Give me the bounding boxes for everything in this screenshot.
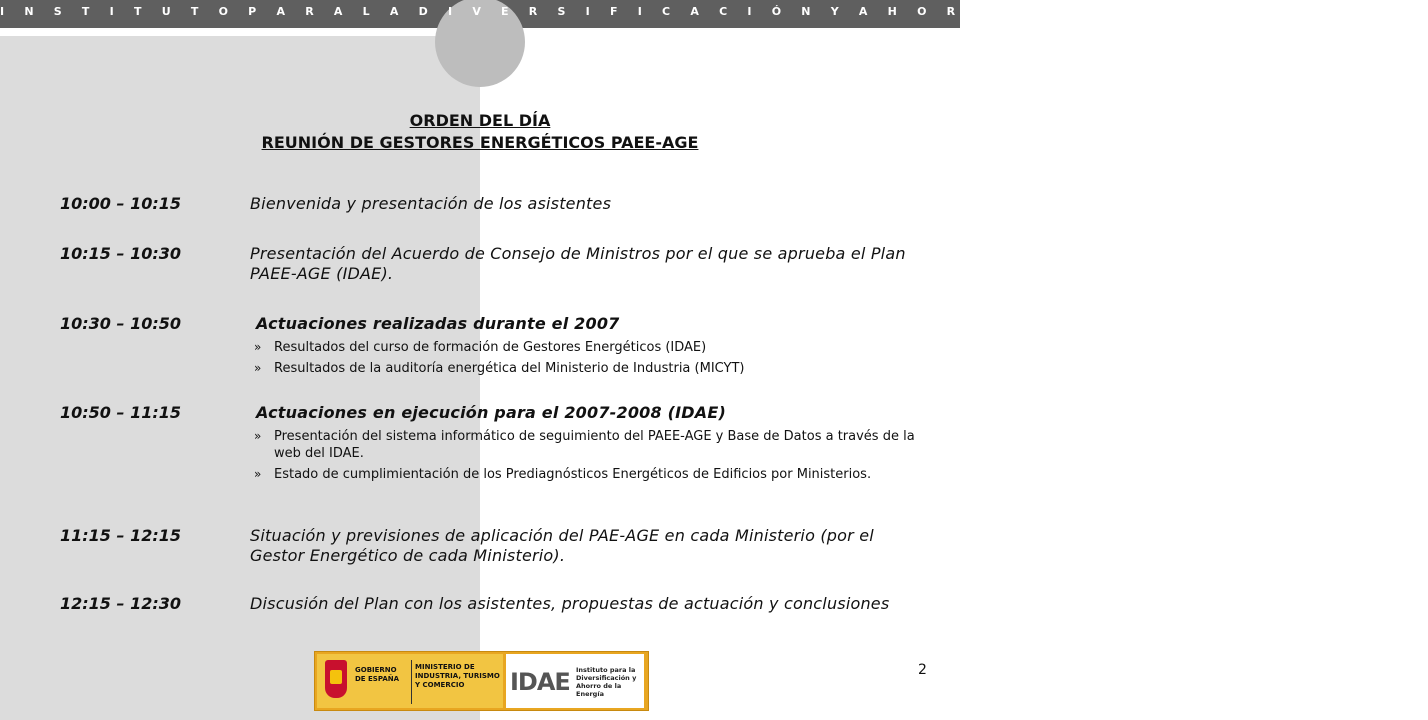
subitem-text: Resultados del curso de formación de Gestores Energéticos (IDAE)	[274, 340, 707, 355]
title-line-2: REUNIÓN DE GESTORES ENERGÉTICOS PAEE-AGE	[261, 133, 699, 152]
bullet-icon: »	[254, 340, 262, 354]
agenda-time: 12:15 – 12:30	[60, 594, 181, 613]
gobierno-text: GOBIERNO DE ESPAÑA	[355, 666, 400, 683]
list-item	[250, 428, 930, 462]
bullet-icon: »	[254, 467, 262, 481]
agenda-time: 10:15 – 10:30	[60, 244, 181, 263]
ministerio-text: MINISTERIO DE INDUSTRIA, TURISMO Y COMERCIO	[415, 663, 500, 689]
bullet-icon: »	[254, 429, 262, 443]
agenda-time: 10:30 – 10:50	[60, 314, 181, 333]
agenda-description: Presentación del Acuerdo de Consejo de Ministros por el que se aprueba el Plan PAEE-AGE (IDAE).	[250, 244, 906, 283]
idae-name: Instituto para la Diversificación y Ahorro de la Energía	[576, 666, 637, 698]
agenda-time: 10:00 – 10:15	[60, 194, 181, 213]
list-item	[250, 360, 930, 377]
agenda-description: Situación y previsiones de aplicación del PAE-AGE en cada Ministerio (por el Gestor Energético de cada Ministerio).	[250, 526, 874, 565]
subitem-text: Estado de cumplimientación de los Prediagnósticos Energéticos de Edificios por Ministerios.	[274, 467, 872, 482]
agenda-subitems	[250, 339, 930, 381]
list-item	[250, 339, 930, 356]
subitem-text: Presentación del sistema informático de seguimiento del PAEE-AGE y Base de Datos a través de la web del IDAE.	[274, 429, 915, 461]
agenda-time: 11:15 – 12:15	[60, 526, 181, 545]
coat-of-arms-icon	[325, 660, 347, 698]
logo-divider	[411, 660, 412, 704]
institute-header	[0, 0, 1428, 28]
institute-name: I N S T I T U T O P A R A L A D I V E R S I F I C A C I Ó N Y A H O R R O D E L A E N E R G Í A	[0, 5, 1331, 18]
subitem-text: Resultados de la auditoría energética del Ministerio de Industria (MICYT)	[274, 361, 745, 376]
agenda-description: Actuaciones realizadas durante el 2007	[256, 314, 620, 333]
government-logo	[317, 654, 503, 708]
idae-logo	[506, 654, 644, 708]
page-number: 2	[918, 662, 927, 678]
agenda-description: Actuaciones en ejecución para el 2007-2008 (IDAE)	[256, 403, 726, 422]
idae-mark: IDAE	[510, 668, 570, 696]
page-title	[0, 110, 960, 154]
agenda-time: 10:50 – 11:15	[60, 403, 181, 422]
agenda-description: Discusión del Plan con los asistentes, propuestas de actuación y conclusiones	[250, 594, 890, 613]
agenda-description: Bienvenida y presentación de los asistentes	[250, 194, 612, 213]
list-item	[250, 466, 930, 483]
footer-logos	[314, 651, 649, 711]
bullet-icon: »	[254, 361, 262, 375]
agenda-subitems	[250, 428, 930, 487]
institute-suffix: (PAEE-AGE)	[1342, 5, 1428, 18]
title-line-1: ORDEN DEL DÍA	[409, 111, 551, 130]
